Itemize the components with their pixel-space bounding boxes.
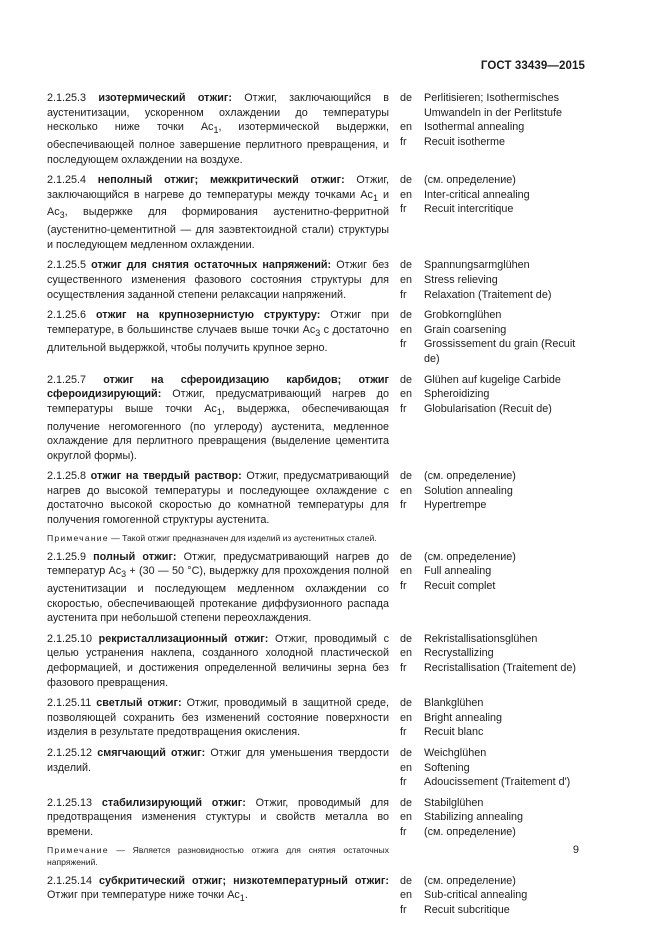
equivalent-term: Weichglühen [424, 746, 487, 759]
equivalent-term: Recuit blanc [424, 726, 484, 739]
language-row-de [400, 874, 592, 889]
term-entry [47, 746, 592, 790]
language-row-de [400, 308, 592, 323]
term-definition [47, 632, 389, 690]
equivalent-term: (см. определение) [424, 874, 516, 887]
term-number: 2.1.25.10 [47, 632, 99, 645]
foreign-equivalents [400, 632, 592, 690]
equivalent-term: Bright annealing [424, 711, 503, 724]
equivalent-term: Spheroidizing [424, 388, 490, 401]
term-title: изотермический отжиг: [98, 92, 232, 104]
definition-text: Отжиг, проводимый с целью устранения наклепа, созданного холодной пластической деформацией, и достижения определенной величины зерна без фазового превращения. [47, 632, 389, 689]
foreign-equivalents [400, 874, 592, 918]
language-code: fr [400, 338, 407, 351]
definition-paragraph [47, 373, 389, 464]
term-title: стабилизирующий отжиг: [101, 796, 246, 809]
language-row-fr [400, 498, 592, 513]
language-code: en [400, 889, 413, 902]
foreign-equivalents [400, 469, 592, 543]
standard-number: ГОСТ 33439—2015 [480, 60, 585, 72]
language-code: fr [400, 499, 407, 512]
language-code: de [400, 309, 413, 322]
equivalent-term: (см. определение) [424, 174, 516, 187]
equivalent-term: Grain coarsening [424, 323, 507, 336]
term-number: 2.1.25.3 [47, 92, 99, 104]
language-code: de [400, 746, 413, 759]
term-entry [47, 874, 592, 918]
definition-paragraph [47, 258, 389, 302]
definition-text: Отжиг, заключающийся в нагреве до температуры между точками $Ас_1$ и $Ас_3$, выдержке для формирования аустенитно-ферритной (аустенитно-цементитной — для заэвтектоидной стали) структуры и последующем медленном охлаждении. [47, 174, 390, 251]
term-entry [47, 632, 592, 690]
language-code: de [400, 470, 413, 483]
definition-text: Отжиг, заключающийся в аустенитизации, ускоренном охлаждении до температуры несколько ниже точки $Ас_1$, изотермической выдержки, обеспечивающей полное завершение перлитного превращения, и последующем охлаждении на воздухе. [47, 92, 390, 166]
language-code: en [400, 388, 413, 401]
language-code: fr [400, 579, 407, 592]
term-definition [47, 746, 389, 790]
language-row-de [400, 469, 592, 484]
language-row-de [400, 632, 592, 647]
language-code: fr [400, 402, 407, 415]
term-title: полный отжиг: [93, 550, 177, 563]
equivalent-term: Perlitisieren; Isothermisches Umwandeln in der Perlitstufe [424, 92, 563, 119]
language-row-de [400, 373, 592, 388]
language-code: en [400, 647, 413, 660]
term-title: отжиг на твердый раствор: [90, 470, 242, 483]
term-title: рекристаллизационный отжиг: [98, 632, 269, 645]
equivalent-term: Softening [424, 761, 470, 774]
term-note [47, 532, 389, 544]
term-title: отжиг для снятия остаточных напряжений: [91, 259, 332, 272]
language-code: fr [400, 203, 407, 216]
definition-paragraph [47, 696, 389, 740]
page-number: 9 [572, 844, 579, 856]
definition-text: Отжиг без существенного изменения фазового состояния структуры для осуществления заданной степени релаксации напряжений. [47, 259, 389, 301]
equivalent-term: Solution annealing [424, 484, 513, 497]
equivalent-term: Recuit complet [424, 579, 496, 592]
foreign-equivalents [400, 796, 592, 868]
language-row-fr [400, 903, 592, 918]
equivalent-term: Stabilizing annealing [424, 811, 524, 824]
term-definition [47, 91, 389, 167]
language-row-en [400, 711, 592, 726]
definition-paragraph [47, 874, 389, 906]
equivalent-term: Stress relieving [424, 274, 498, 286]
language-row-de [400, 550, 592, 565]
language-code: en [400, 711, 413, 724]
language-code: de [400, 174, 413, 187]
term-entry [47, 469, 592, 543]
equivalent-term: (см. определение) [424, 825, 516, 838]
equivalent-term: Isothermal annealing [424, 121, 525, 134]
language-row-de [400, 91, 592, 120]
language-code: fr [400, 776, 407, 789]
language-code: fr [400, 135, 407, 148]
language-code: en [400, 761, 413, 774]
foreign-equivalents [400, 258, 592, 302]
definition-paragraph [47, 632, 389, 690]
definition-paragraph [47, 796, 389, 840]
equivalent-term: Full annealing [424, 565, 492, 578]
language-row-fr [400, 402, 592, 417]
language-code: de [400, 796, 413, 809]
term-number: 2.1.25.7 [47, 373, 104, 386]
term-number: 2.1.25.14 [47, 874, 99, 887]
equivalent-term: Stabilglühen [424, 796, 484, 809]
term-entry [47, 796, 592, 868]
language-row-fr [400, 288, 592, 303]
definition-paragraph [47, 746, 389, 775]
language-code: de [400, 697, 413, 710]
language-row-fr [400, 661, 592, 676]
language-row-fr [400, 579, 592, 594]
term-entries [47, 91, 592, 923]
definition-text: Отжиг, предусматривающий нагрев до высокой температуры и последующее охлаждение с достаточно высокой скоростью до комнатной температуры для получения гомогенной структуры аустенита. [47, 470, 389, 527]
equivalent-term: Inter-critical annealing [424, 188, 530, 201]
term-number: 2.1.25.8 [47, 470, 91, 483]
equivalent-term: Sub-critical annealing [424, 889, 528, 902]
language-row-en [400, 888, 592, 903]
language-row-en [400, 188, 592, 203]
term-definition [47, 258, 389, 302]
term-number: 2.1.25.9 [47, 550, 94, 563]
language-code: fr [400, 825, 407, 838]
term-title: субкритический отжиг; низкотемпературный отжиг: [99, 874, 389, 887]
language-row-de [400, 746, 592, 761]
language-code: en [400, 274, 413, 286]
term-entry [47, 173, 592, 252]
language-row-fr [400, 775, 592, 790]
term-entry [47, 308, 592, 366]
language-row-en [400, 273, 592, 288]
note-text: — Такой отжиг предназначен для изделий из аустенитных сталей. [108, 532, 377, 543]
definition-paragraph [47, 308, 389, 355]
language-row-de [400, 258, 592, 273]
language-row-fr [400, 825, 592, 840]
language-code: fr [400, 288, 407, 301]
term-definition [47, 308, 389, 366]
term-number: 2.1.25.5 [47, 259, 92, 272]
foreign-equivalents [400, 373, 592, 464]
term-title: смягчающий отжиг: [97, 746, 206, 759]
equivalent-term: Grobkornglühen [424, 309, 502, 322]
equivalent-term: Recrystallizing [424, 647, 494, 660]
language-row-en [400, 810, 592, 825]
term-entry [47, 91, 592, 167]
language-row-en [400, 646, 592, 661]
term-title: светлый отжиг: [96, 697, 182, 710]
language-row-de [400, 173, 592, 188]
language-code: en [400, 484, 413, 497]
equivalent-term: Hypertrempe [424, 499, 487, 512]
equivalent-term: Recuit isotherme [424, 135, 506, 148]
term-entry [47, 696, 592, 740]
term-definition [47, 373, 389, 464]
term-definition [47, 696, 389, 740]
term-title: отжиг на крупнозернистую структуру: [95, 309, 321, 322]
equivalent-term: Relaxation (Traitement de) [424, 288, 552, 301]
language-code: en [400, 121, 413, 134]
foreign-equivalents [400, 173, 592, 252]
language-code: en [400, 323, 413, 336]
note-text: — Является разновидностью отжига для снятия остаточных напряжений. [47, 844, 389, 867]
equivalent-term: Spannungsarmglühen [424, 259, 530, 272]
definition-paragraph [47, 469, 389, 527]
equivalent-term: Globularisation (Recuit de) [424, 402, 552, 415]
language-code: fr [400, 661, 407, 674]
language-row-en [400, 387, 592, 402]
term-title: отжиг на сфероидизацию карбидов; отжиг сфероидизирующий: [47, 373, 389, 401]
term-number: 2.1.25.13 [47, 796, 102, 809]
language-row-fr [400, 202, 592, 217]
equivalent-term: Glühen auf kugelige Carbide [424, 373, 561, 386]
language-row-en [400, 761, 592, 776]
foreign-equivalents [400, 91, 592, 167]
language-row-en [400, 120, 592, 135]
language-code: en [400, 565, 413, 578]
language-code: de [400, 632, 413, 645]
language-row-de [400, 796, 592, 811]
equivalent-term: (см. определение) [424, 550, 516, 563]
term-title: неполный отжиг; межкритический отжиг: [97, 174, 345, 187]
language-code: en [400, 188, 413, 201]
term-definition [47, 469, 389, 543]
language-code: de [400, 92, 413, 104]
definition-text: Отжиг, предусматривающий нагрев до температур $Ас_3 + (30$ — 50 °С), выдержку для прохождения полной аустенитизации и последующем медленном охлаждении со скоростью, обеспечивающей протекание диффузионного распада аустенита при небольшой степени переохлаждения. [47, 550, 389, 625]
language-row-en [400, 323, 592, 338]
term-entry [47, 373, 592, 464]
term-definition [47, 796, 389, 868]
term-number: 2.1.25.4 [47, 174, 98, 187]
definition-text: Отжиг при температуре, в большинстве случаев выше точки $Ас_3$ с достаточно длительной выдержкой, чтобы получить крупное зерно. [47, 309, 390, 354]
term-note [47, 844, 389, 868]
language-code: en [400, 811, 413, 824]
equivalent-term: Rekristallisationsglühen [424, 632, 538, 645]
equivalent-term: Grossissement du grain (Recuit de) [424, 338, 576, 365]
term-entry [47, 258, 592, 302]
language-code: fr [400, 903, 407, 916]
language-row-fr [400, 725, 592, 740]
foreign-equivalents [400, 696, 592, 740]
language-code: fr [400, 726, 407, 739]
term-definition [47, 874, 389, 918]
note-label: Примечание [47, 532, 109, 543]
language-row-en [400, 564, 592, 579]
foreign-equivalents [400, 746, 592, 790]
definition-paragraph [47, 550, 389, 626]
language-code: de [400, 550, 413, 563]
definition-paragraph [47, 91, 389, 167]
equivalent-term: Adoucissement (Traitement d') [424, 776, 571, 789]
language-code: de [400, 874, 413, 887]
language-row-de [400, 696, 592, 711]
equivalent-term: Recristallisation (Traitement de) [424, 661, 577, 674]
term-number: 2.1.25.6 [47, 309, 96, 322]
definition-text: Отжиг для уменьшения твердости изделий. [47, 746, 389, 774]
term-number: 2.1.25.11 [47, 697, 97, 710]
note-label: Примечание [47, 844, 109, 855]
language-code: de [400, 259, 413, 272]
language-row-en [400, 484, 592, 499]
definition-paragraph [47, 173, 389, 252]
language-row-fr [400, 135, 592, 150]
language-row-fr [400, 337, 592, 366]
equivalent-term: Recuit intercritique [424, 203, 514, 216]
definition-text: Отжиг, предусматривающий нагрев до температуры выше точки $Ас_1$, выдержка, обеспечивающая получение негомогенного (по углероду) аустенита, медленное охлаждение для перлитного превращения (выделение цементита округлой формы). [47, 388, 389, 462]
term-definition [47, 173, 389, 252]
definition-text: Отжиг, проводимый в защитной среде, позволяющей сохранить без изменений состояние поверхности изделия в результате предотвращения окисления. [47, 697, 389, 739]
foreign-equivalents [400, 550, 592, 626]
language-code: de [400, 373, 413, 386]
definition-text: Отжиг, проводимый для предотвращения изменения стуктуры и свойств металла во времени. [47, 796, 390, 838]
equivalent-term: Blankglühen [424, 697, 484, 710]
equivalent-term: Recuit subcritique [424, 903, 510, 916]
term-entry [47, 550, 592, 626]
foreign-equivalents [400, 308, 592, 366]
term-definition [47, 550, 389, 626]
equivalent-term: (см. определение) [424, 470, 516, 483]
definition-text: Отжиг при температуре ниже точки $Ас_1$. [47, 889, 248, 904]
term-number: 2.1.25.12 [47, 746, 98, 759]
